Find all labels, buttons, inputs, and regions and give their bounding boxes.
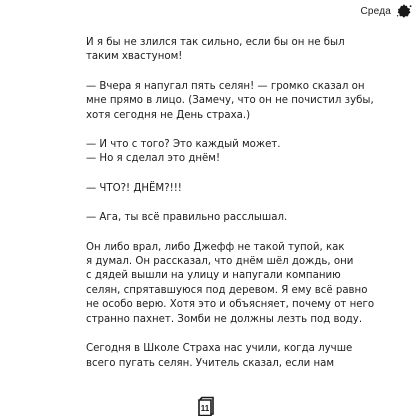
text-line: таким хвастуном! [86, 51, 183, 63]
running-header [360, 3, 412, 19]
text-line: — И что с того? Это каждый может. [86, 139, 281, 151]
text-line: Сегодня в Школе Страха нас учили, когда лучше [86, 343, 353, 355]
text-line: не особо верю. Хотя это и объясняет, почему от него [86, 299, 375, 311]
text-line: мне прямо в лицо. (Замечу, что он не почистил зубы, [86, 95, 374, 107]
text-line: — Но я сделал это днём! [86, 153, 221, 165]
text-line: селян, спрятавшуюся под деревом. Я ему всё равно [86, 284, 368, 296]
text-line: И я бы не злился так сильно, если бы он не был [86, 37, 345, 48]
paragraph-1 [86, 36, 376, 65]
paragraph-5 [86, 211, 376, 225]
text-line: всего пугать селян. Учитель сказал, если нам [86, 357, 335, 369]
text-line: хотя сегодня не День страха.) [86, 109, 251, 121]
text-line: — Вчера я напугал пять селян! — громко сказал он [86, 80, 365, 92]
text-line: с дядей вышли на улицу и напугали компанию [86, 270, 341, 282]
page-number-badge [197, 396, 217, 416]
text-line: я думал. Он рассказал, что днём шёл дождь, они [86, 256, 354, 268]
day-label: Среда [360, 5, 391, 17]
paragraph-4 [86, 182, 376, 196]
paragraph-7 [86, 342, 376, 371]
text-line: — Ага, ты всё правильно расслышал. [86, 212, 288, 224]
text-line: странно пахнет. Зомби не должны лезть под воду. [86, 313, 363, 325]
text-line: Он либо врал, либо Джефф не такой тупой, как [86, 241, 345, 253]
splat-icon [396, 3, 412, 19]
paragraph-3 [86, 138, 376, 167]
paragraph-6 [86, 241, 376, 327]
text-line: — ЧТО?! ДНЁМ?!!! [86, 182, 182, 194]
paragraph-2 [86, 80, 376, 123]
page-number: 11 [200, 404, 210, 413]
body-text [86, 36, 376, 386]
